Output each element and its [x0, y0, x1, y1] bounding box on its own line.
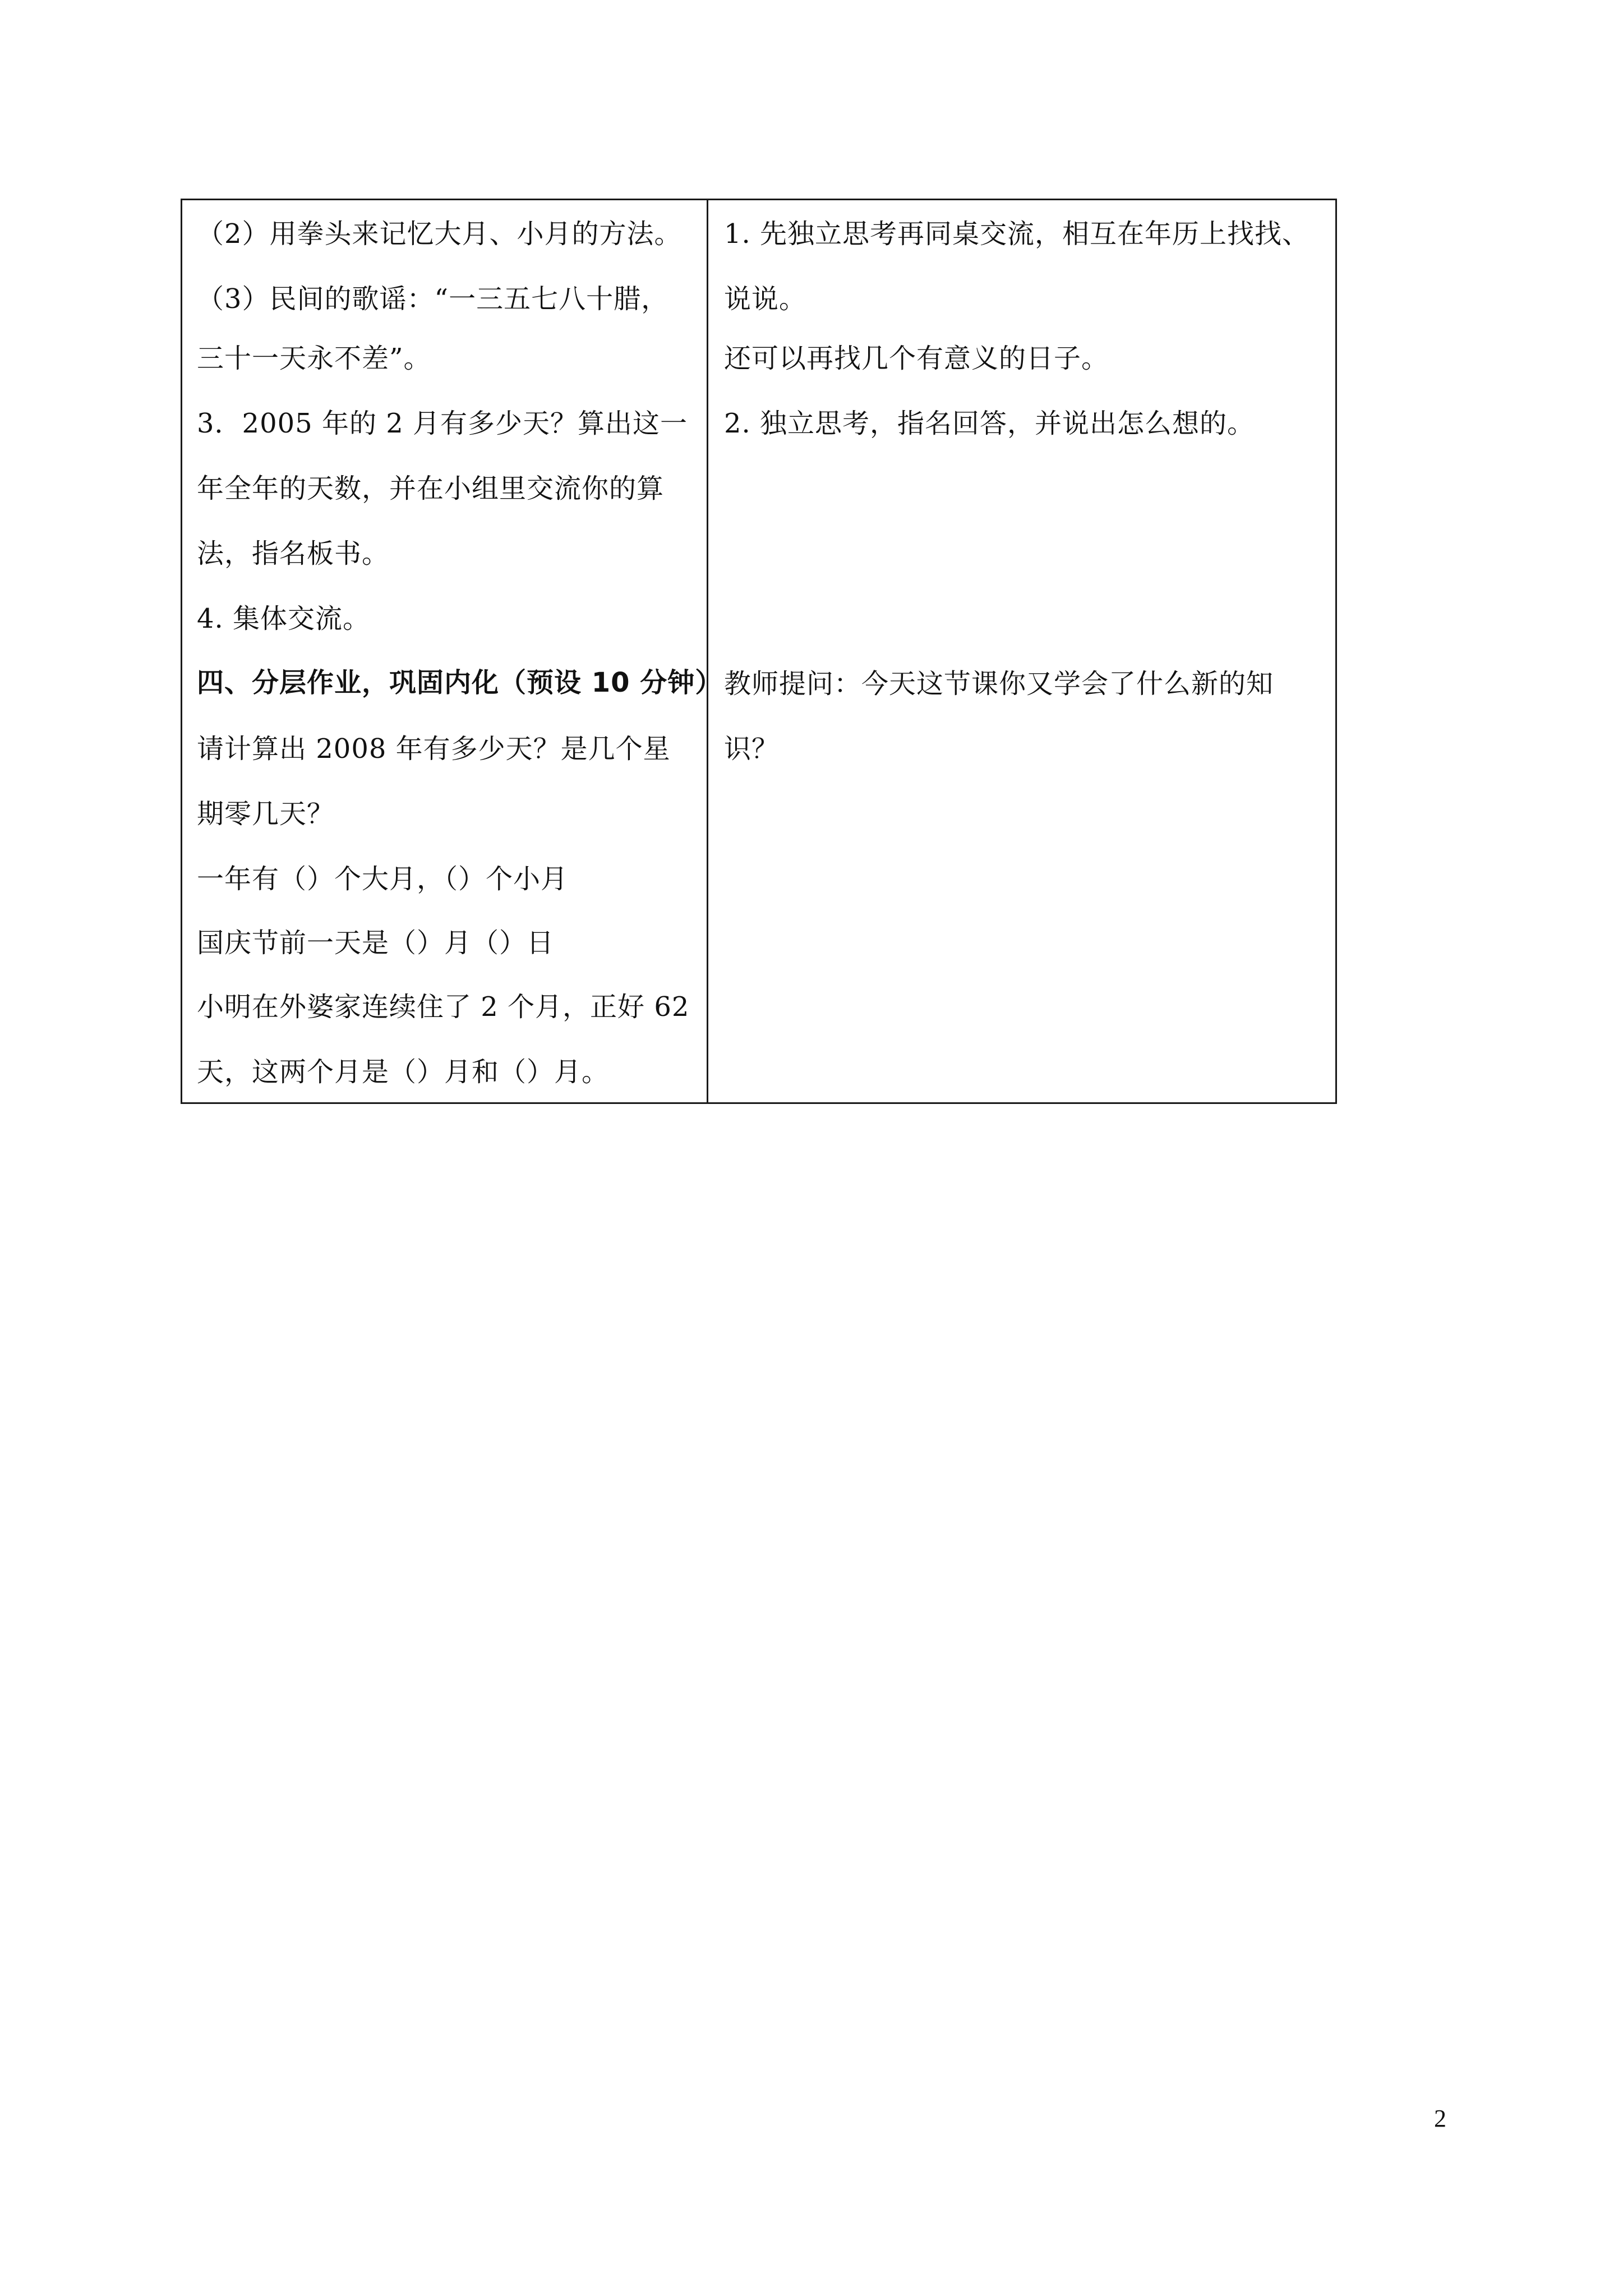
student-activity-column: [708, 200, 1335, 1102]
left-line-2: （3）民间的歌谣：“一三五七八十腊，: [197, 283, 669, 315]
left-line-10: 期零几天？: [197, 798, 335, 830]
left-line-6: 法，指名板书。: [197, 538, 390, 569]
left-line-11: 一年有（）个大月，（）个小月: [197, 863, 569, 895]
right-line-5: 教师提问：今天这节课你又学会了什么新的知: [724, 668, 1274, 700]
left-line-9: 请计算出 2008 年有多少天？是几个星: [197, 733, 671, 765]
left-line-5: 年全年的天数，并在小组里交流你的算: [197, 473, 665, 504]
right-line-6: 识？: [724, 733, 780, 765]
left-line-13: 小明在外婆家连续住了 2 个月，正好 62: [197, 991, 690, 1023]
lesson-plan-table: [181, 199, 1337, 1104]
right-line-3: 还可以再找几个有意义的日子。: [724, 343, 1109, 374]
page-number: 2: [1434, 2105, 1446, 2132]
left-line-7: 4. 集体交流。: [197, 603, 371, 634]
left-line-14: 天，这两个月是（）月和（）月。: [197, 1056, 610, 1088]
section-heading: 四、分层作业，巩固内化（预设 10 分钟）: [197, 667, 723, 698]
teacher-activity-column: [182, 200, 723, 1102]
left-line-4: 3．2005 年的 2 月有多少天？算出这一: [197, 408, 688, 439]
left-line-3: 三十一天永不差”。: [197, 343, 431, 374]
right-line-1: 1. 先独立思考再同桌交流，相互在年历上找找、: [724, 218, 1310, 250]
left-line-12: 国庆节前一天是（）月（）日: [197, 927, 555, 959]
right-line-2: 说说。: [724, 283, 807, 315]
right-line-4: 2. 独立思考，指名回答，并说出怎么想的。: [724, 408, 1255, 439]
left-line-1: （2）用拳头来记忆大月、小月的方法。: [197, 218, 682, 250]
